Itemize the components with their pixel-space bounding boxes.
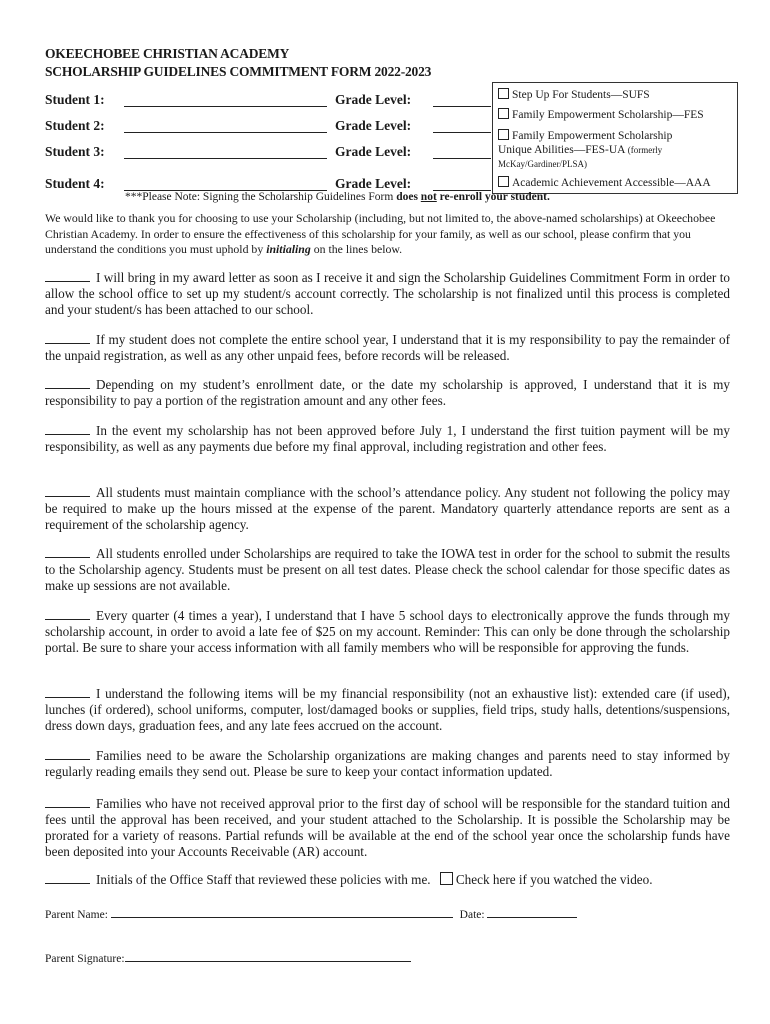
checkbox-icon[interactable] — [498, 176, 509, 187]
student-4-name-field[interactable] — [124, 176, 327, 191]
initial-line[interactable] — [45, 608, 90, 620]
office-staff-text: Initials of the Office Staff that reviewed these policies with me. — [96, 872, 431, 887]
scholarship-option-label: Academic Achievement Accessible—AAA — [512, 177, 711, 189]
date-label: Date: — [459, 909, 485, 921]
student-2-label: Student 2: — [45, 118, 105, 133]
policy-item-4 — [45, 423, 730, 455]
initial-line[interactable] — [45, 270, 90, 282]
parent-name-row — [45, 906, 577, 921]
scholarship-option-aaa[interactable] — [498, 176, 711, 190]
policy-item-10 — [45, 796, 730, 860]
student-1-name-field[interactable] — [124, 92, 327, 107]
student-3-grade-field[interactable] — [433, 144, 491, 159]
student-1-grade-label: Grade Level: — [335, 92, 412, 107]
office-staff-row — [45, 872, 730, 888]
initial-line[interactable] — [45, 423, 90, 435]
note-bold: does — [396, 191, 421, 203]
intro-text: We would like to thank you for choosing to use your Scholarship (including, but not limited to, the above-named scholarships) at Okeechobee Christian Academy. In order to ensure the effectiveness of this scholarship for your family, as well as our school, please confirm that you understand the conditions you must uphold by — [45, 211, 716, 256]
policy-text: If my student does not complete the entire school year, I understand that it is my responsibility to pay the remainder of the unpaid registration, as well as any other unpaid fees, before records will be released. — [45, 332, 730, 363]
checkbox-icon[interactable] — [498, 88, 509, 99]
scholarship-option-label-line-2: Unique Abilities—FES-UA — [498, 144, 625, 156]
parent-signature-label: Parent Signature: — [45, 953, 125, 965]
note-bold-underline: not — [420, 191, 437, 203]
policy-item-3 — [45, 377, 730, 409]
policy-text: Families need to be aware the Scholarship organizations are making changes and parents need to stay informed by regularly reading emails they send out. Please be sure to keep your contact information updated. — [45, 748, 730, 779]
parent-name-label: Parent Name: — [45, 909, 108, 921]
re-enroll-note — [125, 191, 550, 203]
policy-text: Families who have not received approval prior to the first day of school will be responsible for the standard tuition and fees until the approval has been received, and your student attached to the Scholarship. It is possible the Scholarship may be prorated for a variety of reasons. Partial refunds will be available at the end of the school year once the scholarship funds have been deposited into your Accounts Receivable (AR) account. — [45, 796, 730, 859]
intro-paragraph — [45, 211, 735, 258]
student-3-label: Student 3: — [45, 144, 105, 159]
scholarship-option-fes-ua[interactable] — [498, 129, 672, 171]
student-2-name-field[interactable] — [124, 118, 327, 133]
scholarship-option-note: (formerly — [627, 145, 663, 155]
policy-text: I understand the following items will be my financial responsibility (not an exhaustive list): extended care (if used), lunches (if ordered), school uniforms, computer, lost/damaged books or supplies, field trips, study halls, detentions/suspensions, dress down days, graduation fees, and any late fees accrued on the account. — [45, 686, 730, 733]
initial-line[interactable] — [45, 485, 90, 497]
initial-line[interactable] — [45, 332, 90, 344]
student-2-grade-label: Grade Level: — [335, 118, 412, 133]
student-1-grade-field[interactable] — [433, 92, 491, 107]
policy-text: Depending on my student’s enrollment date, or the date my scholarship is approved, I understand that it is my responsibility to pay a portion of the registration amount and any other fees. — [45, 377, 730, 408]
parent-signature-field[interactable] — [125, 950, 411, 962]
parent-signature-row — [45, 950, 411, 965]
student-1-label: Student 1: — [45, 92, 105, 107]
scholarship-option-fes[interactable] — [498, 108, 704, 122]
scholarship-option-label: Family Empowerment Scholarship—FES — [512, 109, 704, 121]
policy-item-6 — [45, 546, 730, 594]
student-3-name-field[interactable] — [124, 144, 327, 159]
initial-line[interactable] — [45, 748, 90, 760]
video-checkbox-label: Check here if you watched the video. — [455, 872, 653, 887]
date-field[interactable] — [487, 906, 577, 918]
intro-text-end: on the lines below. — [310, 242, 403, 256]
note-bold-end: re-enroll your student. — [436, 191, 550, 203]
student-2-grade-field[interactable] — [433, 118, 491, 133]
parent-name-field[interactable] — [111, 906, 453, 918]
policy-item-7 — [45, 608, 730, 656]
checkbox-icon[interactable] — [498, 129, 509, 140]
initial-line[interactable] — [45, 796, 90, 808]
scholarship-option-note-line-3: McKay/Gardiner/PLSA) — [498, 159, 587, 169]
student-4-grade-label: Grade Level: — [335, 176, 412, 191]
note-text: ***Please Note: Signing the Scholarship Guidelines Form — [125, 191, 397, 203]
policy-item-8 — [45, 686, 730, 734]
policy-text: I will bring in my award letter as soon as I receive it and sign the Scholarship Guidelines Commitment Form in order to allow the school office to set up my student/s account correctly. The scholarship is not finalized until this process is completed and your student/s has been attached to our school. — [45, 270, 730, 317]
initial-line[interactable] — [45, 546, 90, 558]
policy-text: Every quarter (4 times a year), I understand that I have 5 school days to electronically approve the funds through my scholarship account, in order to avoid a late fee of $25 on my account. Reminder: This can only be done through the scholarship portal. Be sure to share your access information with all family members who will be responsible for approving the funds. — [45, 608, 730, 655]
policy-text: In the event my scholarship has not been approved before July 1, I understand the first tuition payment will be my responsibility, as well as any payments due before my final approval, including registration and other fees. — [45, 423, 730, 454]
student-3-grade-label: Grade Level: — [335, 144, 412, 159]
scholarship-option-sufs[interactable] — [498, 88, 650, 102]
student-4-grade-field[interactable] — [433, 176, 491, 191]
policy-text: All students must maintain compliance with the school’s attendance policy. Any student not following the policy may be required to make up the hours missed at the expense of the parent. Mandatory quarterly attendance reports are sent as a requirement of the scholarship agency. — [45, 485, 730, 532]
initial-line[interactable] — [45, 377, 90, 389]
initial-line[interactable] — [45, 686, 90, 698]
office-initial-line[interactable] — [45, 872, 90, 884]
scholarship-option-label: Family Empowerment Scholarship — [512, 130, 673, 142]
policy-item-5 — [45, 485, 730, 533]
intro-emphasis: initialing — [266, 242, 311, 256]
form-title-line-2: SCHOLARSHIP GUIDELINES COMMITMENT FORM 2022-2023 — [45, 64, 432, 79]
policy-item-2 — [45, 332, 730, 364]
student-4-label: Student 4: — [45, 176, 105, 191]
checkbox-icon[interactable] — [498, 108, 509, 119]
scholarship-option-label: Step Up For Students—SUFS — [512, 89, 650, 101]
form-title-line-1: OKEECHOBEE CHRISTIAN ACADEMY — [45, 46, 290, 61]
policy-item-9 — [45, 748, 730, 780]
policy-item-1 — [45, 270, 730, 318]
video-checkbox[interactable] — [440, 872, 453, 885]
policy-text: All students enrolled under Scholarships are required to take the IOWA test in order for the school to submit the results to the Scholarship agency. Students must be present on all test dates. Please check the school calendar for those specific dates as make up sessions are not available. — [45, 546, 730, 593]
